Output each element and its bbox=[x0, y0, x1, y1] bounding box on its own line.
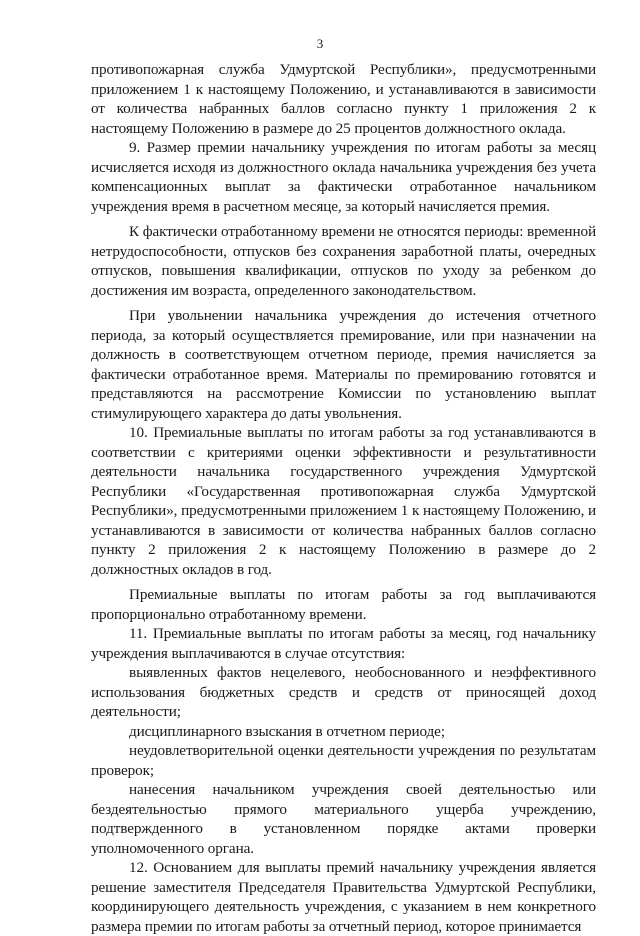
paragraph-worked-time: К фактически отработанному времени не относятся периоды: временной нетрудоспособности, отпусков без сохранения заработной платы, очередных отпусков, повышения квалификации, отпусков по уходу за ребенком до достижения им возраста, определенного законодательством. bbox=[91, 223, 596, 299]
paragraph-item-12: 12. Основанием для выплаты премий начальнику учреждения является решение заместителя Председателя Правительства Удмуртской Республики, координирующего деятельность учреждения, с указанием в нем конкретного размера премии по итогам работы за отчетный период, которое принимается bbox=[91, 859, 596, 935]
document-body bbox=[91, 60, 596, 936]
paragraph-dismissal: При увольнении начальника учреждения до истечения отчетного периода, за который осуществляется премирование, или при назначении на должность в соответствующем отчетном периоде, премия начисляется за фактически отработанное время. Материалы по премированию готовятся и представляются на рассмотрение Комиссии по установлению выплат стимулирующего характера до даты увольнения. bbox=[91, 307, 596, 422]
list-item-disciplinary: дисциплинарного взыскания в отчетном периоде; bbox=[129, 722, 445, 740]
page-number: 3 bbox=[316, 36, 324, 51]
paragraph-item-9: 9. Размер премии начальнику учреждения по итогам работы за месяц исчисляется исходя из должностного оклада начальника учреждения без учета компенсационных выплат за фактически отработанное начальником учреждения время в расчетном месяце, за который начисляется премия. bbox=[91, 139, 596, 215]
paragraph-item-10: 10. Премиальные выплаты по итогам работы за год устанавливаются в соответствии с критериями оценки эффективности и результативности деятельности начальника государственного учреждения Удмуртской Республики «Государственная противопожарная служба Удмуртской Республики», предусмотренными приложением 1 к настоящему Положению, и устанавливаются в зависимости от количества набранных баллов согласно пункту 2 приложения 2 к настоящему Положению в размере до 2 должностных окладов в год. bbox=[91, 424, 596, 578]
paragraph-annual-proportional: Премиальные выплаты по итогам работы за год выплачиваются пропорционально отработанному времени. bbox=[91, 586, 596, 623]
list-item-misuse-funds: выявленных фактов нецелевого, необоснованного и неэффективного использования бюджетных средств и средств от приносящей доход деятельности; bbox=[91, 664, 596, 720]
paragraph-item-11: 11. Премиальные выплаты по итогам работы за месяц, год начальнику учреждения выплачиваются в случае отсутствия: bbox=[91, 625, 596, 662]
list-item-unsatisfactory-assessment: неудовлетворительной оценки деятельности учреждения по результатам проверок; bbox=[91, 742, 596, 779]
paragraph-continuation: противопожарная служба Удмуртской Республики», предусмотренными приложением 1 к настоящему Положению, и устанавливаются в зависимости от количества набранных баллов согласно пункту 1 приложения 2 к настоящему Положению в размере до 25 процентов должностного оклада. bbox=[91, 61, 596, 137]
list-item-material-damage: нанесения начальником учреждения своей деятельностью или бездеятельностью прямого материального ущерба учреждению, подтвержденного в установленном порядке актами проверки уполномоченного органа. bbox=[91, 781, 596, 857]
